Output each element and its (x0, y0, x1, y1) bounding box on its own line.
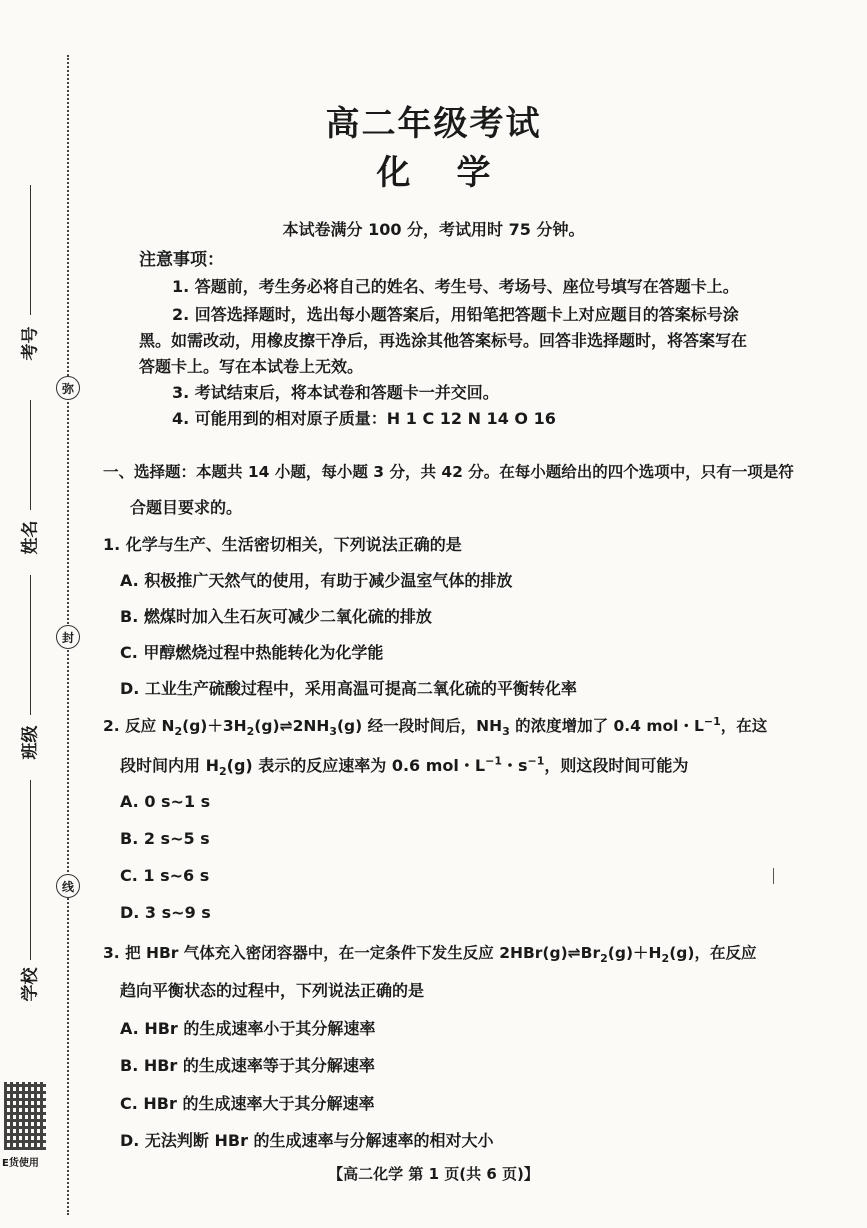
question-3-stem-cont: 趋向平衡状态的过程中，下列说法正确的是 (120, 981, 425, 1000)
question-1-option-d: D. 工业生产硫酸过程中，采用高温可提高二氧化硫的平衡转化率 (120, 679, 577, 698)
exam-intro: 本试卷满分 100 分，考试用时 75 分钟。 (282, 220, 585, 239)
class-underline (30, 575, 31, 715)
exam-number-underline (30, 185, 31, 315)
stem-text: 2. 反应 N (103, 717, 175, 735)
question-3-option-c: C. HBr 的生成速率大于其分解速率 (120, 1094, 375, 1113)
question-2-option-a: A. 0 s~1 s (120, 792, 211, 811)
stem-text: ・s (501, 756, 528, 775)
notice-line: 2. 回答选择题时，选出每小题答案后，用铅笔把答题卡上对应题目的答案标号涂 (172, 305, 739, 324)
question-2-option-d: D. 3 s~9 s (120, 903, 211, 922)
question-1-option-a: A. 积极推广天然气的使用，有助于减少温室气体的排放 (120, 571, 513, 590)
name-underline (30, 400, 31, 510)
seal-mark-feng: 封 (56, 625, 80, 649)
subscript: 2 (246, 725, 255, 739)
notice-heading: 注意事项： (139, 250, 224, 270)
notice-line: 3. 考试结束后，将本试卷和答题卡一并交回。 (172, 383, 499, 402)
stem-text: 段时间内用 H (120, 756, 219, 775)
page-footer: 【高二化学 第 1 页(共 6 页)】 (328, 1165, 539, 1183)
stem-text: ，则这段时间可能为 (544, 756, 689, 775)
notice-line: 黑。如需改动，用橡皮擦干净后，再选涂其他答案标号。回答非选择题时，将答案写在 (139, 331, 748, 350)
notice-line: 4. 可能用到的相对原子质量：H 1 C 12 N 14 O 16 (172, 409, 556, 428)
equilibrium-arrow-icon: ⇌ (567, 944, 581, 962)
question-2-option-c: C. 1 s~6 s (120, 866, 210, 885)
notice-line: 1. 答题前，考生务必将自己的姓名、考生号、考场号、座位号填写在答题卡上。 (172, 277, 739, 296)
subscript: 2 (218, 765, 227, 779)
stem-text: (g) 表示的反应速率为 0.6 mol・L (226, 756, 486, 775)
question-1-option-b: B. 燃煤时加入生石灰可减少二氧化硫的排放 (120, 607, 432, 626)
equilibrium-arrow-icon: ⇌ (279, 717, 293, 735)
seal-mark-mi: 弥 (56, 376, 80, 400)
subscript: 2 (174, 725, 183, 739)
stem-text: 的浓度增加了 0.4 mol・L (509, 717, 704, 735)
question-1-stem: 1. 化学与生产、生活密切相关，下列说法正确的是 (103, 535, 462, 554)
exam-number-label: 考号 (20, 326, 41, 361)
question-3-option-b: B. HBr 的生成速率等于其分解速率 (120, 1056, 375, 1075)
stem-text: (g)＋3H (182, 717, 247, 735)
qr-code-icon (4, 1082, 46, 1150)
question-3-option-d: D. 无法判断 HBr 的生成速率与分解速率的相对大小 (120, 1131, 494, 1150)
question-2-stem (103, 714, 767, 738)
question-3-stem (103, 941, 756, 965)
section-heading: 一、选择题：本题共 14 小题，每小题 3 分，共 42 分。在每小题给出的四个选项中，只有一项是符 (103, 463, 794, 481)
question-3-option-a: A. HBr 的生成速率小于其分解速率 (120, 1019, 376, 1038)
question-2-stem-cont (120, 753, 688, 778)
stem-text: ，在这 (720, 717, 768, 735)
superscript: −1 (527, 754, 545, 768)
notice-line: 答题卡上。写在本试卷上无效。 (139, 357, 364, 376)
scan-artifact (773, 868, 774, 884)
stem-text: (g)＋H (607, 944, 662, 962)
exam-title: 高二年级考试 (325, 104, 542, 144)
school-underline (30, 780, 31, 960)
stem-text: (g) 经一段时间后，NH (336, 717, 503, 735)
question-2-option-b: B. 2 s~5 s (120, 829, 210, 848)
class-label: 班级 (20, 725, 41, 760)
stem-text: 2NH (292, 717, 330, 735)
subscript: 3 (329, 725, 337, 739)
school-label: 学校 (20, 967, 41, 1002)
stem-text: (g) (254, 717, 280, 735)
subscript: 3 (502, 725, 510, 739)
name-label: 姓名 (20, 520, 41, 555)
qr-caption: E货使用 (2, 1158, 39, 1169)
seal-mark-xian: 线 (56, 874, 80, 898)
superscript: −1 (703, 714, 721, 728)
section-heading-cont: 合题目要求的。 (130, 498, 243, 517)
superscript: −1 (485, 754, 502, 768)
stem-text: Br (580, 944, 601, 962)
question-1-option-c: C. 甲醇燃烧过程中热能转化为化学能 (120, 643, 384, 662)
subject-title: 化学 (376, 153, 537, 193)
subscript: 2 (600, 952, 608, 966)
stem-text: (g)，在反应 (669, 944, 757, 962)
subscript: 2 (661, 952, 670, 966)
stem-text: 3. 把 HBr 气体充入密闭容器中，在一定条件下发生反应 2HBr(g) (103, 944, 568, 962)
